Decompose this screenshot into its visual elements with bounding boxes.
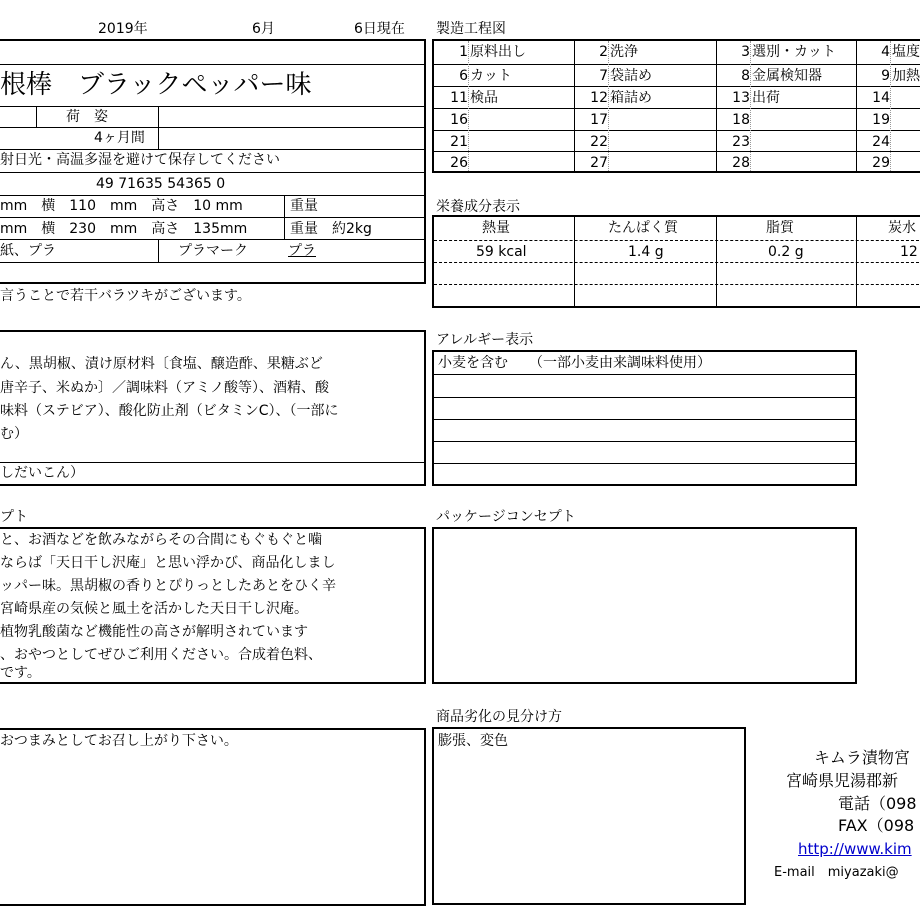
company-email: E-mail miyazaki@ [774,865,899,880]
process-step-number: 7 [599,68,608,84]
concept-line-7: です。 [0,665,41,681]
process-step-number: 23 [732,134,750,150]
process-step-number: 4 [881,44,890,60]
process-step-number: 6 [459,68,468,84]
shelf-life: 4ヶ月間 [94,130,145,146]
process-title: 製造工程図 [436,21,506,37]
process-step-name: 選別・カット [752,44,836,60]
header-year: 2019年 [98,21,148,37]
package-concept-title: パッケージコンセプト [436,509,576,525]
ingredients-line-2: 唐辛子、米ぬか〕／調味料（アミノ酸等）、酒精、酸 [0,380,329,396]
process-step-number: 27 [590,155,608,171]
concept-line-4: 宮崎県産の気候と風土を活かした天日干し沢庵。 [0,601,308,617]
header-month: 6月 [252,21,275,37]
nutrition-header-carbs: 炭水 [888,220,916,236]
process-step-number: 16 [450,112,468,128]
process-step-number: 14 [872,90,890,106]
allergy-title: アレルギー表示 [436,332,534,348]
company-website-link[interactable]: http://www.kim [798,840,912,858]
process-step-number: 12 [590,90,608,106]
process-step-name: 原料出し [470,44,526,60]
nutrition-header-energy: 熱量 [482,220,510,236]
process-step-number: 29 [872,155,890,171]
deterioration-box [432,727,746,905]
process-step-number: 17 [590,112,608,128]
storage-note: 射日光・高温多湿を避けて保存してください [0,152,280,168]
material: 紙、プラ [0,243,56,259]
process-step-name: 出荷 [752,90,780,106]
process-step-number: 28 [732,155,750,171]
concept-title: プト [0,509,28,525]
deterioration-title: 商品劣化の見分け方 [436,709,562,725]
process-step-number: 24 [872,134,890,150]
nutrition-value-fat: 0.2 g [768,244,804,260]
process-step-number: 22 [590,134,608,150]
company-address: 宮崎県児湯郡新 [786,771,899,790]
plastic-mark-label: プラマーク [178,243,248,259]
usage-box [0,728,426,906]
variation-note: 言うことで若干バラツキがございます。 [0,288,251,304]
process-step-name: 金属検知器 [752,68,822,84]
process-step-number: 2 [599,44,608,60]
packaging-label: 荷 姿 [66,109,108,125]
header-day: 6日現在 [354,21,405,37]
dimensions-case: mm 横 230 mm 高さ 135mm [0,221,248,237]
nutrition-header-fat: 脂質 [766,220,794,236]
allergy-text: 小麦を含む （一部小麦由来調味料使用） [438,355,711,371]
concept-line-5: 植物乳酸菌など機能性の高さが解明されています [0,624,308,640]
process-step-name: 洗浄 [610,44,638,60]
process-step-number: 9 [881,68,890,84]
company-tel: 電話（098 [838,794,917,813]
nutrition-value-protein: 1.4 g [628,244,664,260]
weight-case: 重量 約2kg [290,221,372,237]
process-step-number: 13 [732,90,750,106]
nutrition-title: 栄養成分表示 [436,199,520,215]
concept-line-6: 、おやつとしてぜひご利用ください。合成着色料、 [0,647,322,663]
process-step-name: 検品 [470,90,498,106]
deterioration-text: 膨張、変色 [438,733,508,749]
plastic-mark-value: プラ [288,243,316,259]
ingredients-line-4: む） [0,426,28,442]
process-step-name: 袋詰め [610,68,652,84]
ingredients-footer: しだいこん） [0,465,84,481]
company-name: キムラ漬物宮 [814,748,910,767]
process-step-number: 19 [872,112,890,128]
process-step-number: 11 [450,90,468,106]
process-step-name: 箱詰め [610,90,652,106]
product-name: 根棒 ブラックペッパー味 [0,70,312,100]
process-step-name: 加熱 [892,68,920,84]
nutrition-value-carbs: 12 [900,244,918,260]
process-step-number: 18 [732,112,750,128]
ingredients-line-1: ん、黒胡椒、漬け原材料〔食塩、醸造酢、果糖ぶど [0,356,323,372]
usage-text: おつまみとしてお召し上がり下さい。 [0,733,238,749]
company-fax: FAX（098 [838,816,915,835]
process-step-name: 塩度 [892,44,920,60]
nutrition-header-protein: たんぱく質 [608,220,678,236]
process-step-number: 3 [741,44,750,60]
process-step-number: 26 [450,155,468,171]
concept-line-2: ならば「天日干し沢庵」と思い浮かび、商品化しまし [0,555,336,571]
ingredients-line-3: 味料（ステビア）、酸化防止剤（ビタミンC）、（一部に [0,403,339,419]
concept-line-3: ッパー味。黒胡椒の香りとぴりっとしたあとをひく辛 [0,578,336,594]
package-concept-box [432,527,857,684]
nutrition-value-energy: 59 kcal [476,244,527,260]
process-step-number: 1 [459,44,468,60]
process-step-number: 21 [450,134,468,150]
process-step-name: カット [470,68,512,84]
process-step-number: 8 [741,68,750,84]
dimensions-unit: mm 横 110 mm 高さ 10 mm [0,198,243,214]
jan-code: 49 71635 54365 0 [96,176,226,192]
concept-line-1: と、お酒などを飲みながらその合間にもぐもぐと噛 [0,532,322,548]
weight-unit-label: 重量 [290,198,318,214]
